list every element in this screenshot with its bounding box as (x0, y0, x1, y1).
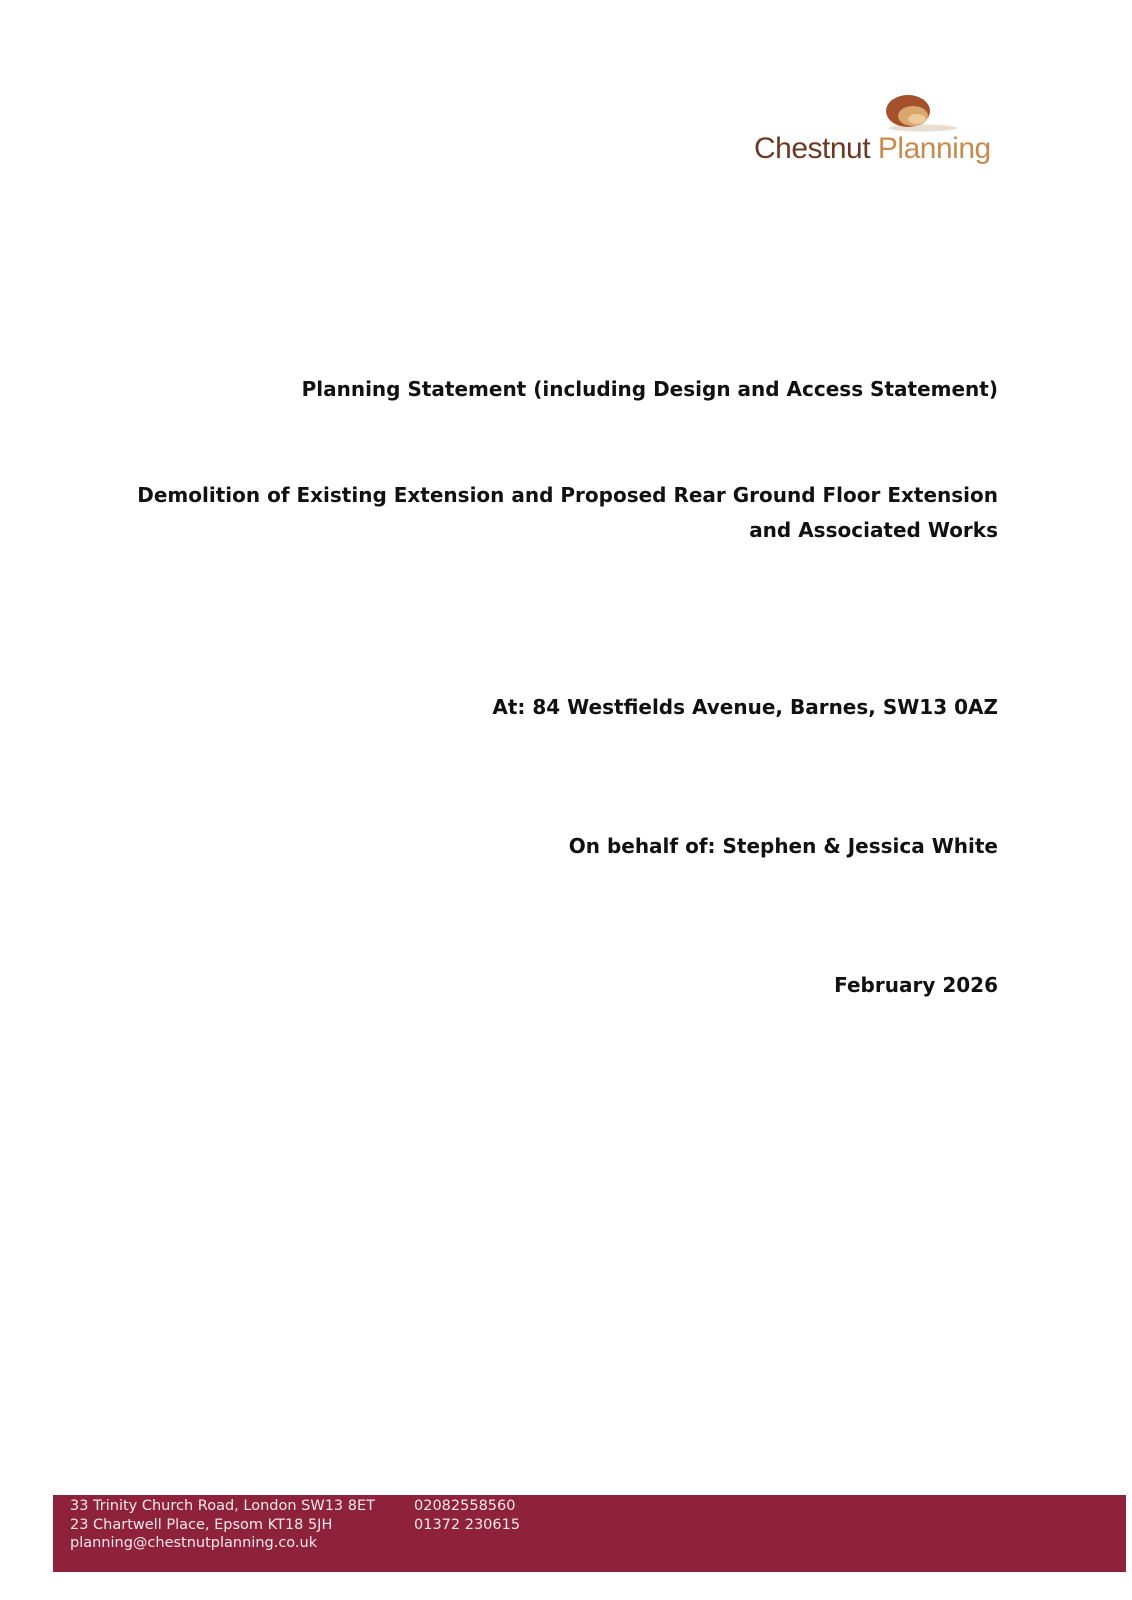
footer-bar (53, 1495, 1126, 1572)
footer-email: planning@chestnutplanning.co.uk (70, 1535, 318, 1551)
client-name: On behalf of: Stephen & Jessica White (568, 834, 998, 858)
footer-phone-epsom: 01372 230615 (414, 1516, 521, 1533)
document-date: February 2026 (834, 973, 998, 997)
footer-address-london: 33 Trinity Church Road, London SW13 8ET (70, 1498, 375, 1514)
footer-phones (414, 1497, 520, 1534)
document-subtitle (137, 478, 998, 548)
footer-phone-london: 02082558560 (414, 1498, 516, 1514)
logo-word-chestnut: Chestnut (754, 132, 871, 165)
document-title: Planning Statement (including Design and Access Statement) (301, 377, 998, 401)
subtitle-line-2: and Associated Works (749, 518, 998, 542)
logo-wordmark (754, 132, 991, 166)
chestnut-swirl-icon (879, 92, 959, 134)
footer-addresses (70, 1497, 375, 1553)
footer-address-epsom: 23 Chartwell Place, Epsom KT18 5JH (70, 1516, 333, 1533)
company-logo (754, 88, 991, 178)
logo-word-planning: Planning (877, 132, 991, 165)
site-address: At: 84 Westfields Avenue, Barnes, SW13 0AZ (492, 695, 998, 719)
subtitle-line-1: Demolition of Existing Extension and Proposed Rear Ground Floor Extension (137, 483, 998, 507)
